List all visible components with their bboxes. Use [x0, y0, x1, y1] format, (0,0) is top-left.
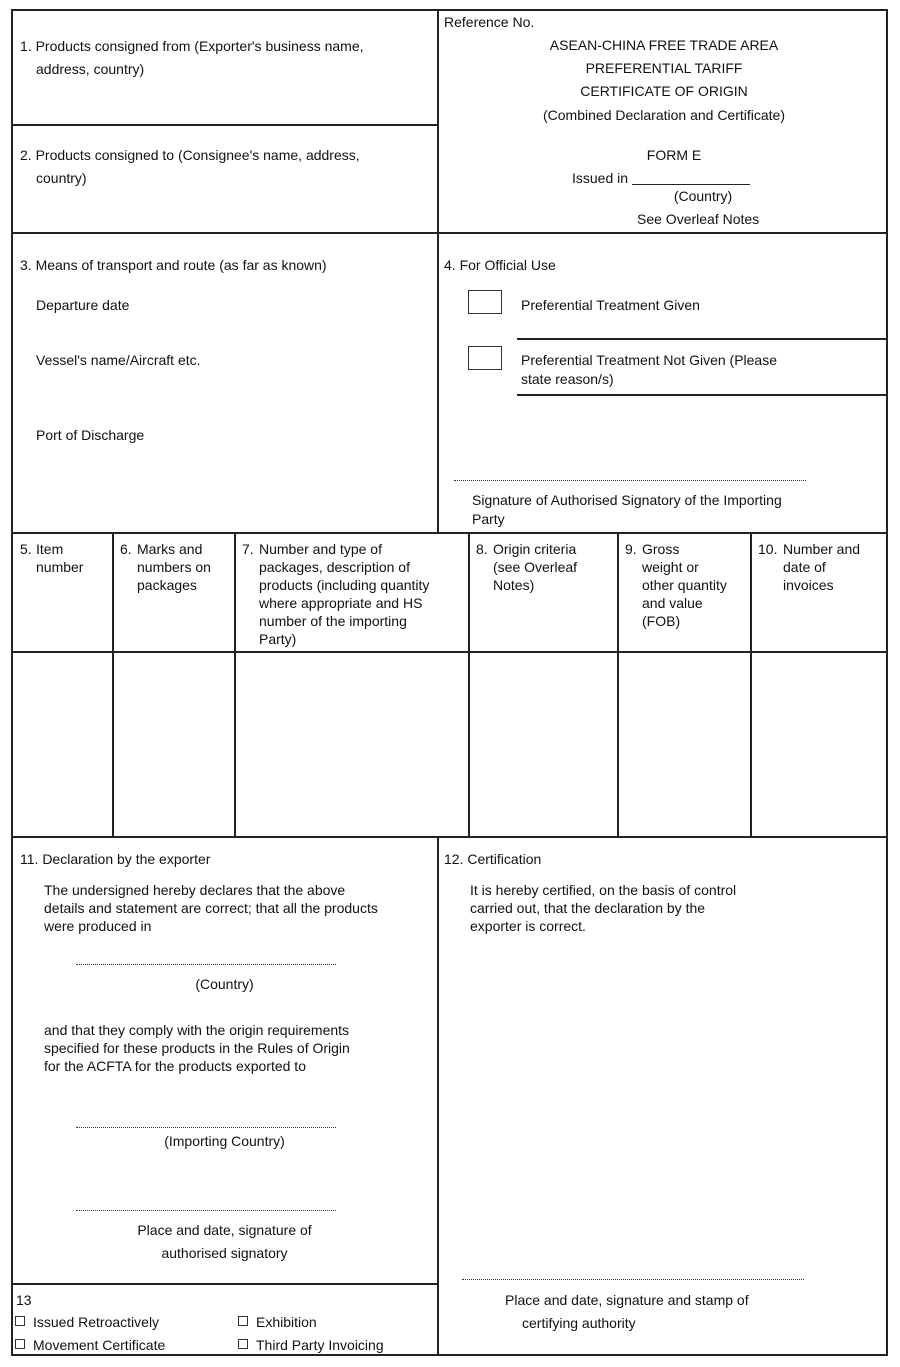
issued-in-label: Issued in — [572, 170, 629, 186]
column-text: Number and — [783, 541, 861, 557]
column-number: 7. — [242, 541, 254, 557]
production-country-label: (Country) — [195, 976, 254, 992]
preferential-not-given-label-line2: state reason/s) — [521, 371, 614, 387]
column-text: and value — [642, 595, 703, 611]
divider-col-6 — [112, 532, 114, 837]
issued-country-label: (Country) — [673, 188, 733, 204]
box1-label-line2: address, country) — [36, 61, 145, 77]
importing-signature-label-line2: Party — [472, 511, 505, 527]
column-header-gross-weight — [625, 540, 749, 630]
column-text: Item — [36, 541, 64, 557]
importing-country-line[interactable] — [76, 1127, 336, 1128]
box13-label: 13 — [16, 1292, 32, 1308]
option-issued-retroactively[interactable] — [15, 1313, 159, 1331]
preferential-given-checkbox[interactable] — [468, 290, 502, 314]
option-movement-certificate[interactable] — [15, 1336, 165, 1354]
box1-label: 1. Products consigned from (Exporter's business name, — [20, 38, 364, 54]
option-exhibition[interactable] — [238, 1313, 317, 1331]
divider-col-7 — [234, 532, 236, 837]
column-text: where appropriate and HS — [259, 595, 423, 611]
declaration-text-line1: The undersigned hereby declares that the above — [44, 882, 346, 898]
importing-signature-line[interactable] — [454, 480, 806, 481]
declaration-text-line2: details and statement are correct; that all the products — [44, 900, 378, 916]
certifying-signature-line[interactable] — [462, 1279, 804, 1280]
title-line4: (Combined Declaration and Certificate) — [543, 107, 785, 123]
column-text: weight or — [642, 559, 699, 575]
certification-text-line1: It is hereby certified, on the basis of control — [470, 882, 737, 898]
declaration-text-line6: for the ACFTA for the products exported to — [44, 1058, 306, 1074]
column-text: date of — [783, 559, 826, 575]
certification-text-line2: carried out, that the declaration by the — [470, 900, 706, 916]
divider-box1-bottom — [11, 124, 438, 126]
divider-not-given — [517, 394, 888, 396]
column-header-description — [242, 540, 466, 648]
checkbox-icon[interactable] — [15, 1339, 25, 1349]
issued-in — [572, 169, 750, 187]
divider-col-9 — [617, 532, 619, 837]
column-header-origin-criteria — [476, 540, 616, 594]
column-text: (see Overleaf — [493, 559, 578, 575]
column-text: Party) — [259, 631, 297, 647]
certification-text-line3: exporter is correct. — [470, 918, 586, 934]
exporter-signature-line[interactable] — [76, 1210, 336, 1211]
column-number: 6. — [120, 541, 132, 557]
column-number: 9. — [625, 541, 637, 557]
port-of-discharge-label: Port of Discharge — [36, 427, 145, 443]
divider-center-top — [437, 9, 439, 533]
production-country-line[interactable] — [76, 964, 336, 965]
declaration-text-line3: were produced in — [44, 918, 152, 934]
column-text: invoices — [783, 577, 834, 593]
column-number: 5. — [20, 541, 32, 557]
box11-label: 11. Declaration by the exporter — [20, 851, 211, 867]
column-text: products (including quantity — [259, 577, 430, 593]
column-header-marks-numbers — [120, 540, 230, 594]
overleaf-notes-label: See Overleaf Notes — [637, 211, 760, 227]
column-text: packages, description of — [259, 559, 410, 575]
divider-center-bottom — [437, 836, 439, 1356]
divider-col-10 — [750, 532, 752, 837]
option-label: Exhibition — [256, 1314, 317, 1330]
certifying-signature-label: Place and date, signature and stamp of — [505, 1292, 749, 1308]
declaration-text-line5: specified for these products in the Rules of Origin — [44, 1040, 350, 1056]
option-third-party-invoicing[interactable] — [238, 1336, 384, 1354]
certifying-signature-label-line2: certifying authority — [522, 1315, 636, 1331]
column-text: Gross — [642, 541, 680, 557]
column-text: Marks and — [137, 541, 203, 557]
departure-date-label: Departure date — [36, 297, 130, 313]
option-label: Movement Certificate — [33, 1337, 166, 1353]
issued-in-field[interactable] — [632, 170, 750, 185]
box2-label-line2: country) — [36, 170, 87, 186]
column-text: Notes) — [493, 577, 535, 593]
divider-table-bottom — [11, 836, 888, 838]
option-label: Third Party Invoicing — [256, 1337, 384, 1353]
form-name: FORM E — [646, 147, 702, 163]
importing-signature-label: Signature of Authorised Signatory of the Importing — [472, 492, 782, 508]
column-text: Number and type of — [259, 541, 382, 557]
preferential-given-label: Preferential Treatment Given — [521, 297, 700, 313]
importing-country-label: (Importing Country) — [164, 1133, 285, 1149]
box3-label: 3. Means of transport and route (as far as known) — [20, 257, 327, 273]
divider-col-8 — [468, 532, 470, 837]
declaration-text-line4: and that they comply with the origin requirements — [44, 1022, 350, 1038]
preferential-not-given-label: Preferential Treatment Not Given (Please — [521, 352, 778, 368]
option-label: Issued Retroactively — [33, 1314, 160, 1330]
title-line2: PREFERENTIAL TARIFF — [585, 60, 743, 76]
box2-label: 2. Products consigned to (Consignee's name, address, — [20, 147, 360, 163]
column-number: 10. — [758, 541, 778, 557]
column-text: (FOB) — [642, 613, 681, 629]
divider-row1-bottom — [11, 232, 888, 234]
column-text: packages — [137, 577, 197, 593]
column-header-invoices — [758, 540, 886, 594]
divider-given — [517, 338, 888, 340]
divider-colhead-bottom — [11, 651, 888, 653]
exporter-signature-label-line2: authorised signatory — [161, 1245, 288, 1261]
column-text: number — [36, 559, 84, 575]
box12-label: 12. Certification — [444, 851, 542, 867]
checkbox-icon[interactable] — [15, 1316, 25, 1326]
preferential-not-given-checkbox[interactable] — [468, 346, 502, 370]
box4-label: 4. For Official Use — [444, 257, 556, 273]
column-text: other quantity — [642, 577, 727, 593]
exporter-signature-label: Place and date, signature of — [137, 1222, 312, 1238]
checkbox-icon[interactable] — [238, 1316, 248, 1326]
divider-row2-bottom — [11, 532, 888, 534]
divider-box13-top — [11, 1283, 438, 1285]
column-header-item-number — [20, 540, 110, 576]
checkbox-icon[interactable] — [238, 1339, 248, 1349]
title-line1: ASEAN-CHINA FREE TRADE AREA — [549, 37, 779, 53]
vessel-name-label: Vessel's name/Aircraft etc. — [36, 352, 201, 368]
reference-number-label: Reference No. — [444, 14, 535, 30]
column-number: 8. — [476, 541, 488, 557]
column-text: Origin criteria — [493, 541, 577, 557]
column-text: numbers on — [137, 559, 211, 575]
column-text: number of the importing — [259, 613, 407, 629]
title-line3: CERTIFICATE OF ORIGIN — [580, 83, 748, 99]
